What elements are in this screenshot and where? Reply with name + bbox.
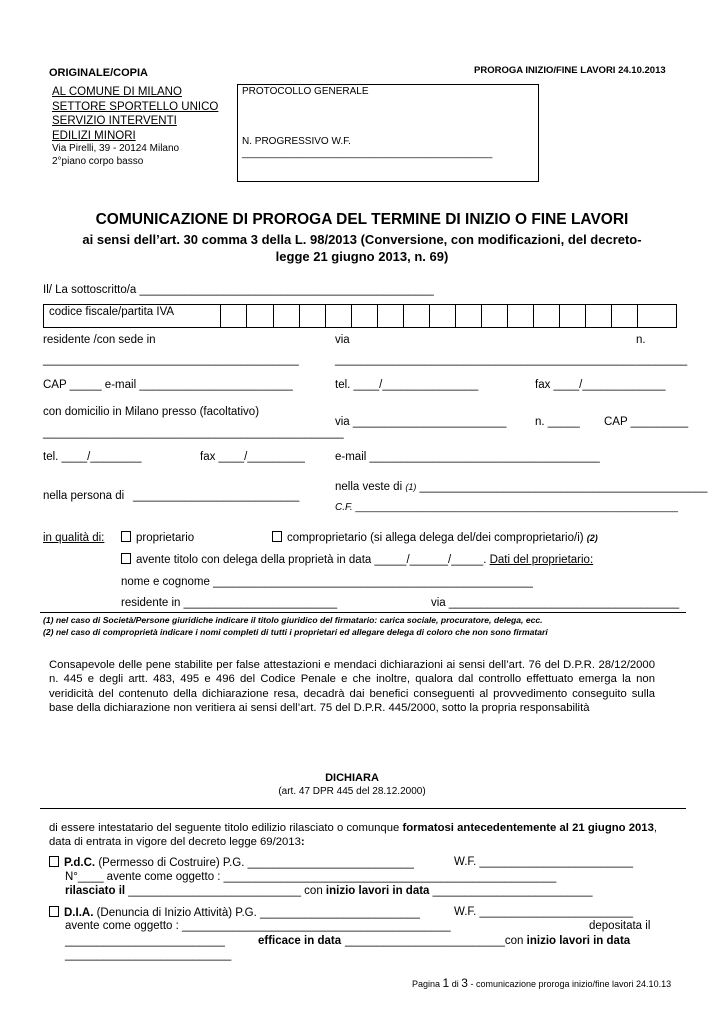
co-owner-checkbox[interactable]: [272, 531, 282, 542]
footnote-divider: [40, 612, 686, 613]
number-field[interactable]: ________: [636, 354, 688, 366]
cf-label: C.F.: [335, 502, 353, 513]
addressee-line-2: SETTORE SPORTELLO UNICO: [52, 100, 219, 113]
document-reference: PROROGA INIZIO/FINE LAVORI 24.10.2013: [474, 65, 666, 76]
holder-checkbox[interactable]: [121, 553, 131, 564]
holder-option[interactable]: [121, 553, 593, 566]
owner-label: proprietario: [136, 532, 195, 544]
office-address: Via Pirelli, 39 - 20124 Milano: [52, 143, 180, 154]
pdc-subject-field[interactable]: N°____ avente come oggetto : ____________________________________________________: [65, 871, 557, 883]
declares-title: DICHIARA: [325, 772, 379, 784]
resident-label: residente /con sede in: [43, 334, 156, 346]
dia-wf-field[interactable]: W.F. ________________________: [454, 906, 634, 918]
tax-code-label: codice fiscale/partita IVA: [49, 306, 175, 318]
pdc-field[interactable]: (Permesso di Costruire) P.G. __________________________: [98, 857, 414, 869]
co-owner-footnote-ref: (2): [586, 533, 598, 543]
pdc-code: P.d.C.: [64, 857, 96, 869]
dia-effective-field[interactable]: _________________________: [345, 935, 505, 947]
tel-field[interactable]: tel. ____/_______________: [335, 379, 479, 391]
domicile-fax-field[interactable]: fax ____/_________: [200, 451, 305, 463]
pdc-checkbox[interactable]: [49, 856, 59, 867]
owner-name-field[interactable]: nome e cognome __________________________________________________: [121, 576, 533, 588]
footer-reference: - comunicazione proroga inizio/fine lavori 24.10.13: [467, 979, 672, 989]
dia-effective-row[interactable]: [345, 935, 630, 947]
dia-with-label: con: [504, 935, 524, 947]
declaration-paragraph: Consapevole delle pene stabilite per false attestazioni e mendaci dichiarazioni ai sensi dell’art. 76 del D.P.R. 28/12/2000 n. 445 e degli artt. 483, 495 e 496 del Codice Penale e che inoltre, qualora dal controllo effettuato emerga la non veridicità del contenuto della dichiarazione resa, decadrà dai benefici conseguenti al provvedimento conseguito sulla base della dichiarazione non veritiera ai sensi dell’art. 75 del D.P.R. 445/2000, sotto la propria responsabilità: [49, 659, 655, 715]
pdc-with-label: con: [300, 885, 326, 897]
original-copy-label: ORIGINALE/COPIA: [49, 67, 149, 79]
dia-field[interactable]: (Denuncia di Inizio Attività) P.G. _________________________: [96, 907, 420, 919]
cf-field[interactable]: __________________________________________________________: [355, 502, 678, 513]
owner-residence-field[interactable]: residente in ________________________: [121, 597, 338, 609]
dia-code: D.I.A.: [64, 907, 94, 919]
page-total: 3: [461, 976, 468, 990]
addressee-line-1: AL COMUNE DI MILANO: [52, 86, 182, 98]
declares-intro-bold: formatosi antecedentemente al 21 giugno 2013: [402, 822, 654, 834]
owner-via-field[interactable]: via ____________________________________: [431, 597, 680, 609]
pdc-release-row[interactable]: [65, 885, 593, 897]
co-owner-label: comproprietario (si allega delega del/dei comproprietario/i): [287, 532, 584, 544]
number-label: n.: [636, 334, 646, 346]
person-field[interactable]: __________________________: [133, 490, 300, 502]
via-field[interactable]: _______________________________________________: [335, 354, 636, 366]
dia-start-field[interactable]: __________________________: [65, 949, 232, 961]
declares-intro: [49, 821, 657, 850]
domicile-cap-field[interactable]: CAP _________: [604, 416, 689, 428]
owner-checkbox[interactable]: [121, 531, 131, 542]
footnote-1: (1) nel caso di Società/Persone giuridiche indicare il titolo giuridico del firmatario: carica sociale, procuratore, delega, ecc.: [43, 615, 543, 625]
progressive-field[interactable]: _____________________________________________: [242, 148, 493, 159]
domicile-number-field[interactable]: n. _____: [535, 416, 580, 428]
page-word: Pagina: [412, 979, 441, 989]
pdc-released-label: rilasciato il: [65, 885, 126, 897]
progressive-label: N. PROGRESSIVO W.F.: [242, 136, 351, 147]
undersigned-field[interactable]: Il/ La sottoscritto/a ______________________________________________: [43, 284, 434, 296]
dia-effective-label: efficace in data: [258, 935, 342, 947]
domicile-field[interactable]: _______________________________________________: [43, 427, 344, 439]
addressee-line-3: SERVIZIO INTERVENTI: [52, 115, 177, 127]
cap-email-field[interactable]: CAP _____ e-mail ________________________: [43, 379, 293, 391]
pdc-start-label: inizio lavori in data: [325, 885, 430, 897]
person-label: nella persona di: [43, 490, 125, 502]
protocol-box: [237, 84, 539, 182]
office-floor: 2°piano corpo basso: [52, 156, 144, 167]
capacity-row[interactable]: [335, 481, 707, 493]
document-title: COMUNICAZIONE DI PROROGA DEL TERMINE DI INIZIO O FINE LAVORI: [95, 211, 629, 228]
via-label: via: [335, 334, 350, 346]
pdc-wf-field[interactable]: W.F. ________________________: [454, 856, 634, 868]
resident-field[interactable]: ________________________________________: [43, 354, 299, 366]
pdc-row[interactable]: [49, 856, 414, 869]
fax-field[interactable]: fax ____/_____________: [535, 379, 666, 391]
dia-start-label: inizio lavori in data: [526, 935, 631, 947]
page-of-word: di: [451, 979, 459, 989]
capacity-field[interactable]: _____________________________________________: [419, 481, 708, 493]
owner-option[interactable]: [121, 531, 194, 544]
declares-intro-text: di essere intestatario del seguente titolo edilizio rilasciato o comunque: [49, 822, 403, 834]
capacity-footnote-ref: (1): [405, 482, 417, 492]
pdc-start-field[interactable]: _________________________: [429, 885, 593, 897]
protocol-label: PROTOCOLLO GENERALE: [242, 86, 369, 97]
declares-divider: [40, 808, 686, 809]
dia-filed-label: depositata il: [589, 920, 651, 932]
co-owner-option[interactable]: [272, 531, 598, 544]
owner-data-label: Dati del proprietario:: [489, 554, 594, 566]
dia-filed-field[interactable]: _________________________: [65, 935, 225, 947]
declares-intro-text-2: , data di entrata in vigore del decreto legge 69/2013: [49, 822, 657, 849]
as-label: in qualità di:: [43, 532, 105, 544]
page-number: 1: [442, 976, 450, 990]
declares-intro-colon: :: [300, 836, 305, 849]
dia-checkbox[interactable]: [49, 906, 59, 917]
dia-subject-field[interactable]: avente come oggetto : __________________________________________: [65, 920, 451, 932]
domicile-tel-field[interactable]: tel. ____/________: [43, 451, 142, 463]
dia-row[interactable]: [49, 906, 420, 919]
document-subtitle-1: ai sensi dell’art. 30 comma 3 della L. 98/2013 (Conversione, con modificazioni, del decreto-: [82, 232, 642, 247]
document-subtitle-2: legge 21 giugno 2013, n. 69): [275, 249, 449, 264]
pdc-released-field[interactable]: ___________________________: [125, 885, 301, 897]
page-footer: [412, 976, 671, 990]
holder-label: avente titolo con delega della proprietà in data _____/______/_____.: [136, 554, 487, 566]
footnote-2: (2) nel caso di comproprietà indicare i nomi completi di tutti i proprietari ed allegare delega di coloro che non sono firmatari: [43, 627, 548, 637]
addressee-line-4: EDILIZI MINORI: [52, 129, 136, 142]
declares-subtitle: (art. 47 DPR 445 del 28.12.2000): [278, 786, 426, 797]
cf-row[interactable]: [335, 502, 678, 513]
domicile-via-field[interactable]: via ________________________: [335, 416, 507, 428]
capacity-label: nella veste di: [335, 481, 403, 493]
domicile-email-field[interactable]: e-mail ____________________________________: [335, 451, 600, 463]
domicile-label: con domicilio in Milano presso (facoltativo): [43, 406, 260, 418]
